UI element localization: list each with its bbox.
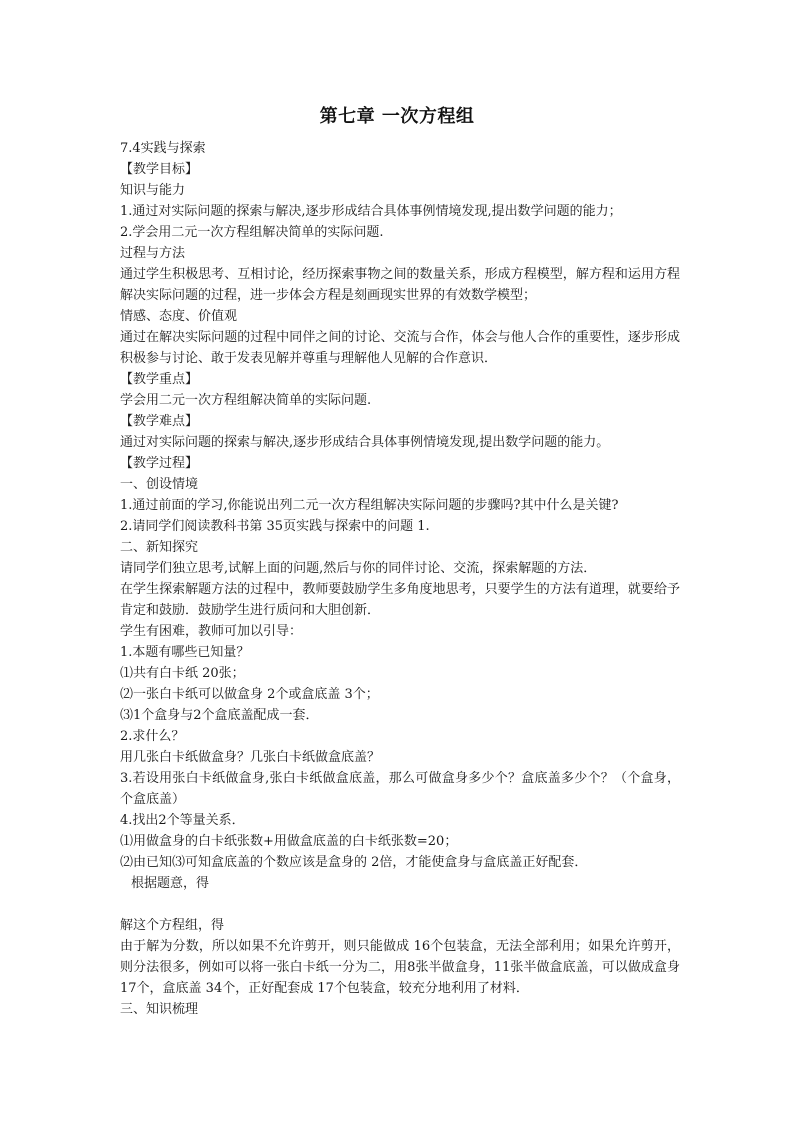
paragraph: 请同学们独立思考,试解上面的问题,然后与你的同伴讨论、交流，探索解题的方法． [120, 561, 597, 576]
paragraph: 在学生探索解题方法的过程中，教师要鼓励学生多角度地思考，只要学生的方法有道理，就要给予肯定和鼓励．鼓励学生进行质问和大胆创新． [120, 582, 680, 618]
paragraph: 用几张白卡纸做盒身？几张白卡纸做盒底盖？ [120, 750, 381, 765]
paragraph: 由于解为分数，所以如果不允许剪开，则只能做成 16个包装盒，无法全部利用；如果允许剪开，则分法很多，例如可以将一张白卡纸一分为二，用8张半做盒身，11张半做盒底盖，可以做成盒身 17个，盒底盖 34个，正好配套成 17个包装盒，较充分地利用了材料． [120, 939, 680, 996]
paragraph: 通过学生积极思考、互相讨论，经历探索事物之间的数量关系，形成方程模型，解方程和运用方程解决实际问题的过程，进一步体会方程是刻画现实世界的有效数学模型； [120, 267, 680, 303]
paragraph: 解这个方程组，得 [120, 918, 225, 933]
paragraph: 1.通过前面的学习,你能说出列二元一次方程组解决实际问题的步骤吗?其中什么是关键? [120, 498, 619, 513]
list-item: ⑵由已知⑶可知盒底盖的个数应该是盒身的 2倍，才能使盒身与盒底盖正好配套． [120, 855, 588, 870]
list-item: ⑵一张白卡纸可以做盒身 2个或盒底盖 3个； [120, 687, 379, 702]
list-item: 2.求什么？ [120, 729, 185, 744]
paragraph: 根据题意，得 [131, 876, 210, 891]
list-item: ⑴共有白卡纸 20张； [120, 666, 245, 681]
subheading-situation: 一、创设情境 [120, 477, 199, 492]
lesson-content [120, 138, 680, 1020]
list-item: ⑶1个盒身与2个盒底盖配成一套． [120, 708, 319, 723]
subheading-attitude: 情感、态度、价值观 [120, 309, 238, 324]
list-item: ⑴用做盒身的白卡纸张数+用做盒底盖的白卡纸张数=20； [120, 834, 458, 849]
bracket-heading-difficulties: 【教学难点】 [120, 414, 199, 429]
list-item: 3.若设用张白卡纸做盒身,张白卡纸做盒底盖，那么可做盒身多少个？盒底盖多少个？（个盒身，个盒底盖） [120, 771, 680, 807]
list-item: 4.找出2个等量关系． [120, 813, 245, 828]
paragraph: 通过在解决实际问题的过程中同伴之间的讨论、交流与合作，体会与他人合作的重要性，逐步形成积极参与讨论、敢于发表见解并尊重与理解他人见解的合作意识． [120, 330, 680, 366]
subheading-process: 过程与方法 [120, 246, 186, 261]
paragraph: 2.请同学们阅读教科书第 35页实践与探索中的问题 1. [120, 519, 430, 534]
equation-placeholder [120, 894, 680, 915]
bracket-heading-key-points: 【教学重点】 [120, 372, 199, 387]
paragraph: 1.通过对实际问题的探索与解决,逐步形成结合具体事例情境发现,提出数学问题的能力； [120, 204, 622, 219]
subheading-exploration: 二、新知探究 [120, 540, 199, 555]
paragraph: 学生有困难，教师可加以引导： [120, 624, 303, 639]
chapter-title: 第七章 一次方程组 [319, 106, 475, 127]
bracket-heading-process: 【教学过程】 [120, 456, 199, 471]
bracket-heading-objectives: 【教学目标】 [120, 162, 199, 177]
list-item: 1.本题有哪些已知量？ [120, 645, 250, 660]
paragraph: 学会用二元一次方程组解决简单的实际问题. [120, 393, 372, 408]
paragraph: 2.学会用二元一次方程组解决简单的实际问题. [120, 225, 384, 240]
paragraph: 通过对实际问题的探索与解决,逐步形成结合具体事例情境发现,提出数学问题的能力。 [120, 435, 610, 450]
subheading-summary: 三、知识梳理 [120, 1002, 199, 1017]
section-heading: 7.4实践与探索 [120, 141, 206, 156]
subheading-knowledge: 知识与能力 [120, 183, 186, 198]
